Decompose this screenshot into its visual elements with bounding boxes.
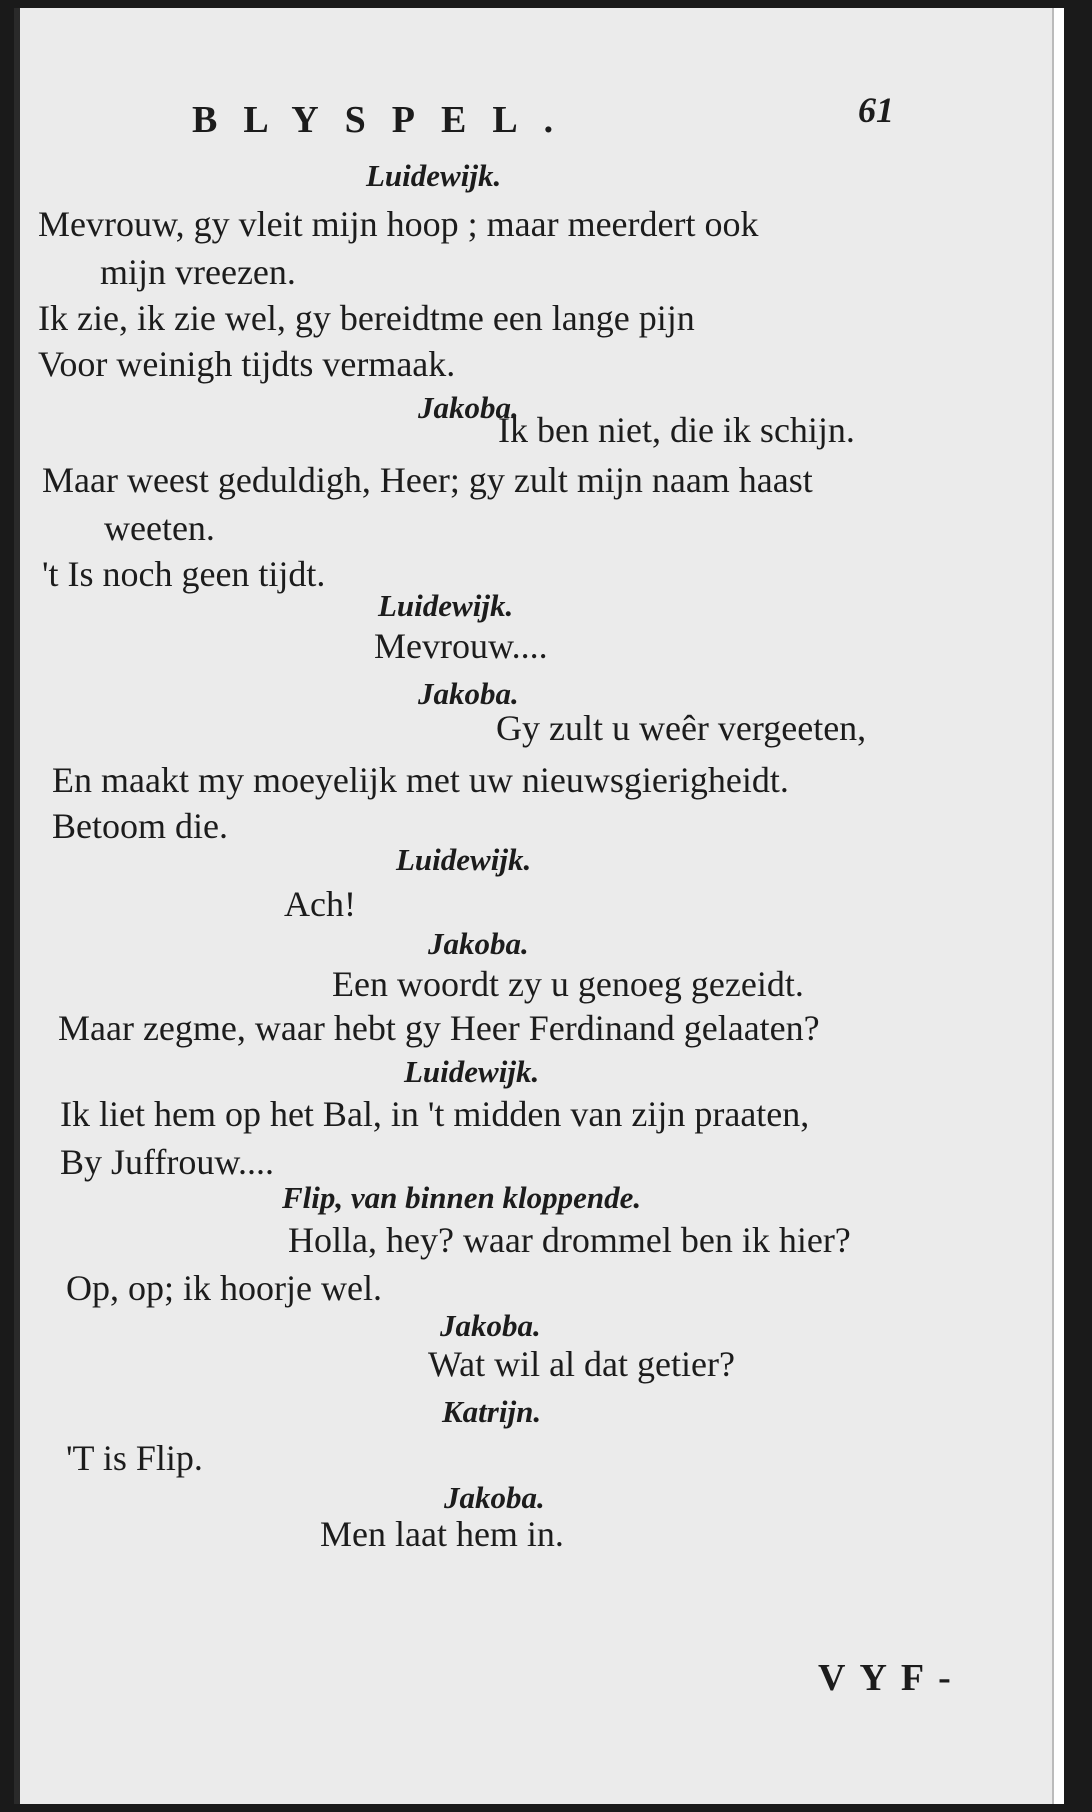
verse-line: Wat wil al dat getier?	[428, 1344, 735, 1384]
speaker-name: Jakoba.	[418, 676, 519, 711]
verse-line: Maar weest geduldigh, Heer; gy zult mijn naam haast	[42, 460, 813, 500]
speaker-name: Luidewijk.	[378, 588, 514, 623]
page-edge	[1052, 8, 1064, 1804]
speaker-name: Katrijn.	[442, 1394, 542, 1429]
page-number: 61	[858, 90, 894, 130]
speaker-name: Jakoba.	[440, 1308, 541, 1343]
verse-line: Een woordt zy u genoeg gezeidt.	[332, 964, 804, 1004]
verse-line: Ik liet hem op het Bal, in 't midden van zijn praaten,	[60, 1094, 810, 1134]
verse-line: Ach!	[284, 884, 356, 924]
verse-line: 't Is noch geen tijdt.	[42, 554, 326, 594]
speaker-name: Luidewijk.	[366, 158, 502, 193]
verse-line: Ik ben niet, die ik schijn.	[498, 410, 855, 450]
speaker-name: Jakoba.	[418, 390, 519, 425]
speaker-name: Jakoba.	[444, 1480, 545, 1515]
verse-line: By Juffrouw....	[60, 1142, 274, 1182]
verse-line: Holla, hey? waar drommel ben ik hier?	[288, 1220, 851, 1260]
verse-line: Mevrouw, gy vleit mijn hoop ; maar meerdert ook	[38, 204, 759, 244]
speaker-name: Luidewijk.	[396, 842, 532, 877]
running-title: BLYSPEL.	[192, 99, 580, 141]
catchword: VYF-	[818, 1657, 965, 1699]
verse-line: Gy zult u weêr vergeeten,	[496, 708, 867, 748]
verse-line: weeten.	[104, 508, 215, 548]
verse-line: Ik zie, ik zie wel, gy bereidtme een lange pijn	[38, 298, 695, 338]
speaker-name: Flip, van binnen kloppende.	[282, 1180, 642, 1215]
verse-line: mijn vreezen.	[100, 252, 296, 292]
verse-line: Maar zegme, waar hebt gy Heer Ferdinand gelaaten?	[58, 1008, 820, 1048]
verse-line: Mevrouw....	[374, 626, 548, 666]
book-page	[14, 8, 1064, 1804]
speaker-name: Jakoba.	[428, 926, 529, 961]
speaker-name: Luidewijk.	[404, 1054, 540, 1089]
verse-line: 'T is Flip.	[66, 1438, 203, 1478]
verse-line: Op, op; ik hoorje wel.	[66, 1268, 382, 1308]
verse-line: Men laat hem in.	[320, 1514, 564, 1554]
verse-line: Voor weinigh tijdts vermaak.	[38, 344, 456, 384]
verse-line: En maakt my moeyelijk met uw nieuwsgierigheidt.	[52, 760, 789, 800]
verse-line: Betoom die.	[52, 806, 228, 846]
